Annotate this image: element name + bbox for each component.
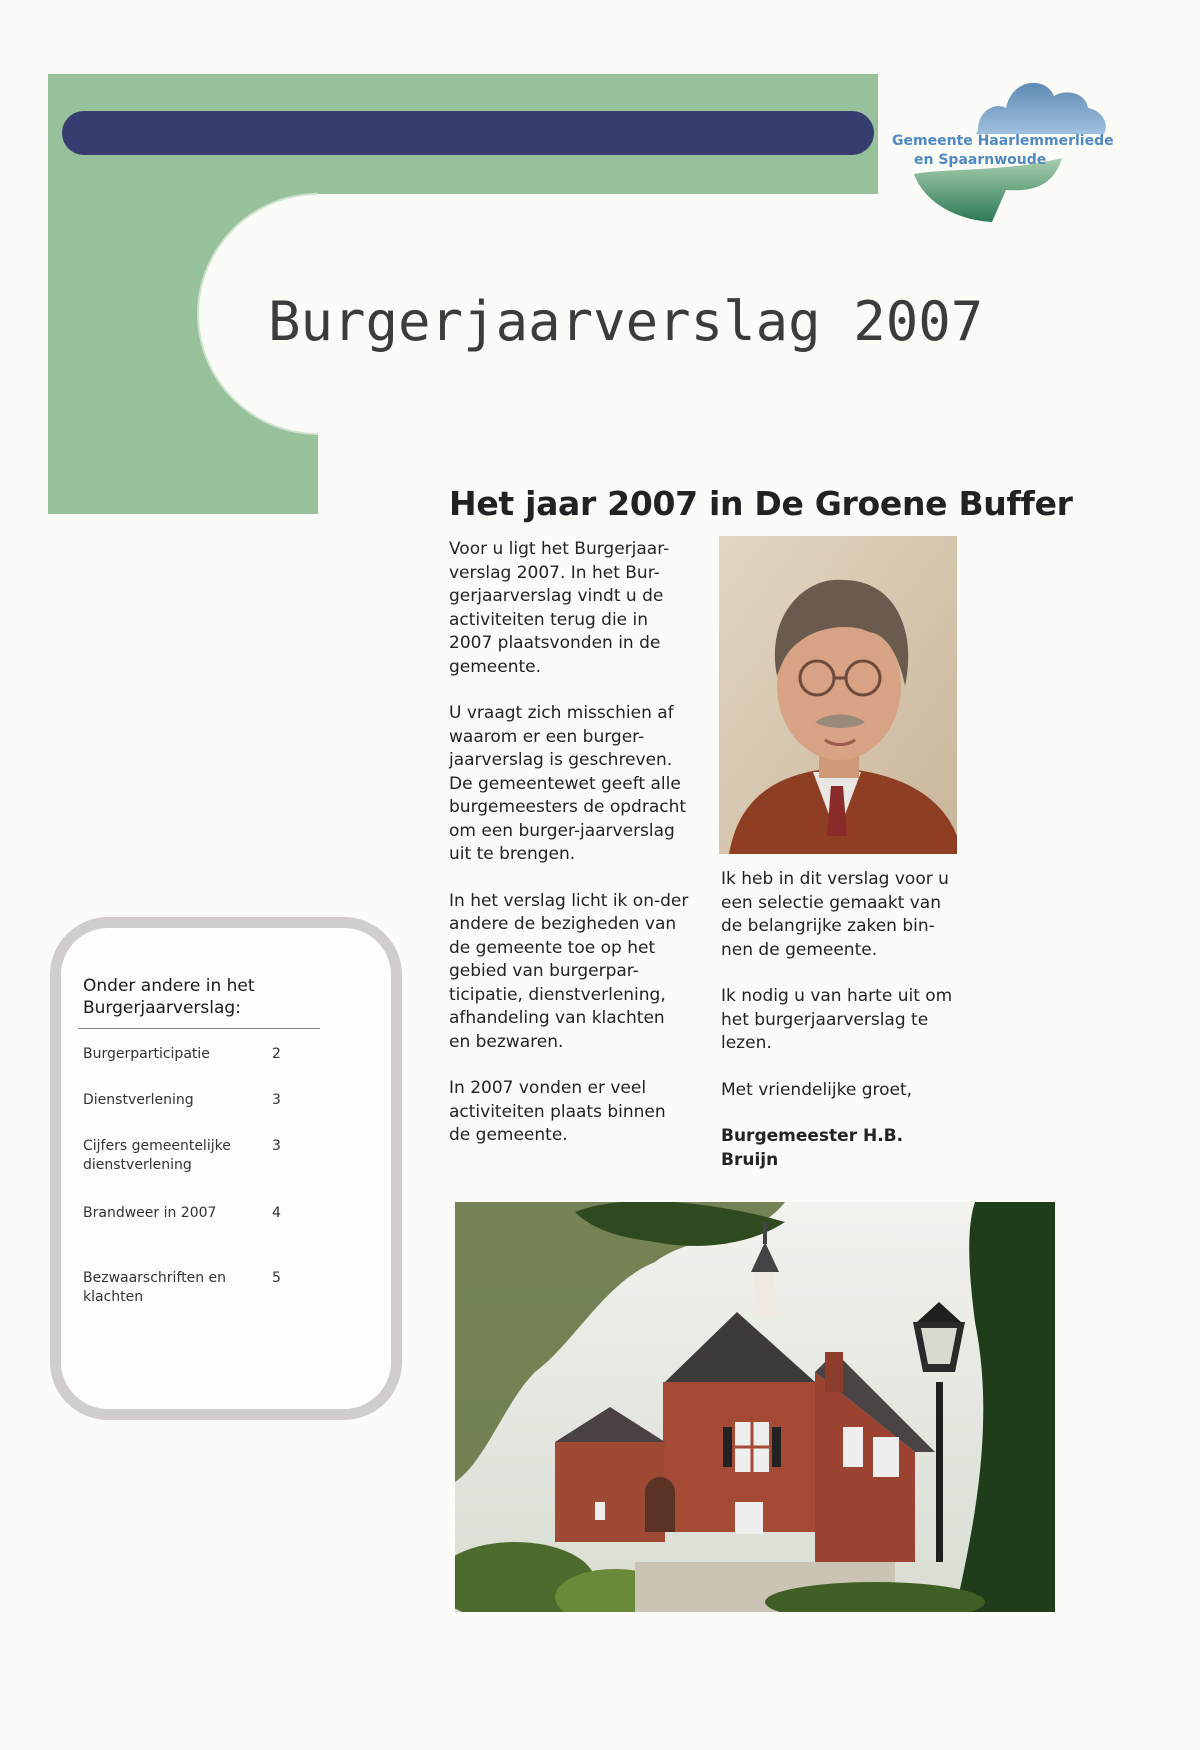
document-title: Burgerjaarverslag 2007: [268, 290, 984, 353]
toc-item-page: 3: [272, 1138, 281, 1154]
mayor-portrait: [719, 536, 957, 854]
toc-item[interactable]: [83, 1269, 293, 1307]
toc-item-page: 3: [272, 1092, 281, 1108]
toc-item-title: Bezwaarschriften en klachten: [83, 1270, 227, 1305]
municipality-logo: [886, 72, 1126, 232]
toc-divider: [78, 1028, 320, 1029]
toc-item-page: 5: [272, 1270, 281, 1286]
toc-heading: Onder andere in het Burgerjaarverslag:: [83, 976, 255, 1018]
toc-item-title: Cijfers gemeentelijke dienstverlening: [83, 1138, 231, 1173]
paragraph: Voor u ligt het Burgerjaar-verslag 2007. In het Bur-gerjaarverslag vindt u de activiteiten terug die in 2007 plaatsvonden in de gemeente.: [449, 539, 670, 677]
paragraph: In het verslag licht ik on-der andere de bezigheden van de gemeente toe op het gebied van burgerpar-ticipatie, dienstverlening, afhandeling van klachten en bezwaren.: [449, 890, 689, 1052]
paragraph: In 2007 vonden er veel activiteiten plaats binnen de gemeente.: [449, 1078, 666, 1145]
cloud-icon: [976, 83, 1106, 134]
toc-item-title: Brandweer in 2007: [83, 1205, 217, 1221]
article-left-column: [449, 538, 689, 1171]
article-right-column: [721, 868, 961, 1195]
paragraph: Ik nodig u van harte uit om het burgerjaarverslag te lezen.: [721, 986, 953, 1053]
toc-item[interactable]: [83, 1091, 293, 1110]
paragraph: Ik heb in dit verslag voor u een selectie gemaakt van de belangrijke zaken bin-nen de gemeente.: [721, 869, 949, 960]
logo-line-2: en Spaarnwoude: [914, 152, 1047, 168]
logo-line-1: Gemeente Haarlemmerliede: [892, 133, 1114, 149]
toc-item[interactable]: [83, 1137, 293, 1175]
toc-item[interactable]: [83, 1045, 293, 1064]
paragraph: U vraagt zich misschien af waarom er een burger-jaarverslag is geschreven. De gemeentewet geeft alle burgemeesters de opdracht om een burger-jaarverslag uit te brengen.: [449, 703, 687, 864]
navy-bar: [62, 111, 874, 155]
paragraph: Met vriendelijke groet,: [721, 1079, 913, 1100]
signature: Burgemeester H.B. Bruijn: [721, 1126, 904, 1170]
toc-item-page: 2: [272, 1046, 281, 1062]
toc-item[interactable]: [83, 1204, 293, 1223]
article-headline: Het jaar 2007 in De Groene Buffer: [449, 484, 1073, 523]
toc-item-page: 4: [272, 1205, 281, 1221]
town-hall-photo: [455, 1202, 1055, 1612]
toc-item-title: Burgerparticipatie: [83, 1046, 210, 1062]
toc-item-title: Dienstverlening: [83, 1092, 194, 1108]
